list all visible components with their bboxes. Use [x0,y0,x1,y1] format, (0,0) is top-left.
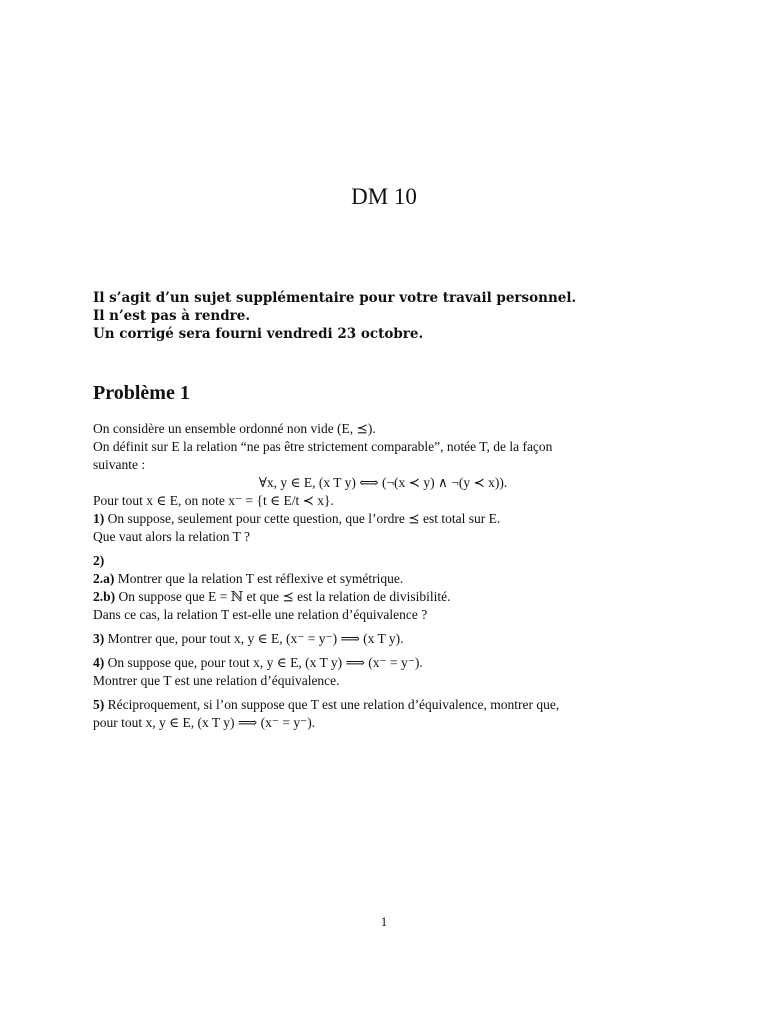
text-line: Pour tout x ∈ E, on note x⁻ = {t ∈ E/t ≺ x}. [93,493,334,508]
question-4 [93,654,673,672]
question-text: Montrer que, pour tout x, y ∈ E, (x⁻ = y⁻) ⟹ (x T y). [104,631,404,646]
question-3 [93,630,673,648]
text-line: Montrer que T est une relation d’équivalence. [93,673,340,688]
question-text: Réciproquement, si l’on suppose que T est une relation d’équivalence, montrer que, [104,697,560,712]
problem-body [93,420,673,732]
question-5 [93,696,673,714]
problem-heading: Problème 1 [93,382,190,404]
question-2b [93,588,673,606]
formula-line: ∀x, y ∈ E, (x T y) ⟺ (¬(x ≺ y) ∧ ¬(y ≺ x)). [258,475,508,490]
question-text: On suppose, seulement pour cette question, que l’ordre ⪯ est total sur E. [104,511,501,526]
question-number: 2.b) [93,589,116,604]
question-1 [93,510,673,528]
intro-line: Un corrigé sera fourni vendredi 23 octobre. [93,326,424,342]
question-number: 3) [93,631,105,646]
question-number: 1) [93,511,105,526]
text-line: On considère un ensemble ordonné non vide (E, ⪯). [93,421,376,436]
question-number: 2.a) [93,571,115,586]
question-2: 2) [93,553,105,568]
text-line: On définit sur E la relation “ne pas être strictement comparable”, notée T, de la façon [93,439,553,454]
question-number: 5) [93,697,105,712]
page-number: 1 [380,914,388,929]
text-line: Dans ce cas, la relation T est-elle une relation d’équivalence ? [93,607,428,622]
question-text: On suppose que E = ℕ et que ⪯ est la relation de divisibilité. [115,589,451,604]
question-number: 4) [93,655,105,670]
text-line: suivante : [93,457,146,472]
text-line: pour tout x, y ∈ E, (x T y) ⟹ (x⁻ = y⁻). [93,715,316,730]
text-line: Que vaut alors la relation T ? [93,529,250,544]
question-text: Montrer que la relation T est réflexive et symétrique. [114,571,404,586]
document-title: DM 10 [351,184,417,209]
question-2a [93,570,673,588]
intro-line: Il s’agit d’un sujet supplémentaire pour votre travail personnel. [93,290,577,306]
intro-block [93,289,673,343]
intro-line: Il n’est pas à rendre. [93,308,251,324]
question-text: On suppose que, pour tout x, y ∈ E, (x T y) ⟹ (x⁻ = y⁻). [104,655,423,670]
